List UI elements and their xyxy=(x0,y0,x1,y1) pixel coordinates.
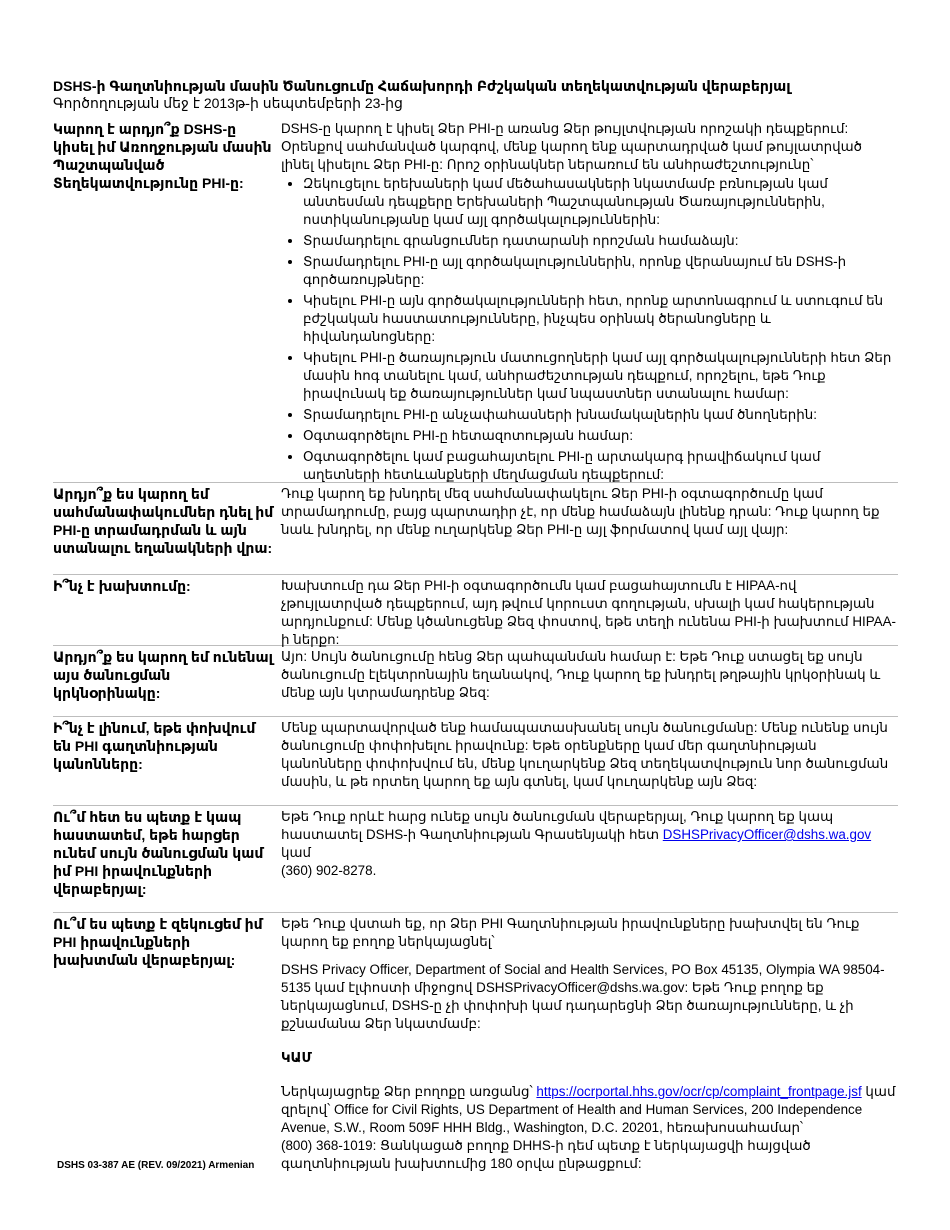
privacy-officer-email-link[interactable]: DSHSPrivacyOfficer@dshs.wa.gov xyxy=(662,827,872,842)
faq-row-breach xyxy=(53,575,898,646)
list-item: • Տրամադրելու PHI-ը անչափահասների խնամակալներին կամ ծնողներին: xyxy=(303,406,898,424)
answer-restrictions: Դուք կարող եք խնդրել մեզ սահմանափակելու Ձեր PHI-ի օգտագործումը կամ տրամադրումը, բայց պարտադիր չէ, որ մենք համաձայն լինենք դրան: Դուք կարող եք նաև խնդրել, որ մենք ուղարկենք Ձեր PHI-ը այլ ֆորմատով կամ այլ վայր: xyxy=(281,486,880,537)
report-online-text: Ներկայացրեք Ձեր բողոքը առցանց՝ xyxy=(281,1084,533,1099)
faq-row-copy xyxy=(53,646,898,717)
form-number-footer: DSHS 03-387 AE (REV. 09/2021) Armenian xyxy=(57,1160,255,1171)
faq-row-rule-changes xyxy=(53,717,898,806)
question-breach: Ի՞նչ է խախտումը: xyxy=(53,578,191,594)
faq-row-contact xyxy=(53,806,898,913)
list-item: • Տրամադրելու գրանցումներ դատարանի որոշման համաձայն: xyxy=(303,232,898,250)
report-dshs-address: DSHS Privacy Officer, Department of Social and Health Services, PO Box 45135, Olympia WA 98504-5135 կամ էլփոստի միջոցով DSHSPrivacyOfficer@dshs.wa.gov: Եթե Դուք բողոք եք ներկայացնում, DSHS-ը չի փոփոխի կամ դադարեցնի Ձեր ծառայությունները, և չի քշնամանա Ձեր նկատմամբ: xyxy=(281,962,885,1031)
faq-row-restrictions xyxy=(53,483,898,575)
answer-contact xyxy=(281,808,898,912)
report-ocr xyxy=(281,1083,898,1173)
effective-date: Գործողության մեջ է 2013թ-ի սեպտեմբերի 23-ից xyxy=(53,95,403,111)
question-share-phi: Կարող է արդյո՞ք DSHS-ը կիսել իմ Առողջության մասին Պաշտպանված Տեղեկատվությունը PHI-ը: xyxy=(53,121,272,191)
list-item: • Օգտագործելու կամ բացահայտելու PHI-ը արտակարգ իրավիճակում կամ աղետների հետևանքների մեղմացման դեպքերում: xyxy=(303,448,898,484)
question-contact: Ու՞մ հետ ես պետք է կապ հաստատեմ, եթե հարցեր ունեմ սույն ծանուցման կամ իմ PHI իրավունքների վերաբերյալ: xyxy=(53,809,264,897)
report-ocr-phone: (800) 368-1019: Ցանկացած բողոք DHHS-ի դեմ պետք է ներկայացվի հայցված գաղտնիության խախտումից 180 օրվա ընթացքում: xyxy=(281,1138,811,1171)
list-item: • Զեկուցելու երեխաների կամ մեծահասակների նկատմամբ բռնության կամ անտեսման դեպքերը Երեխաների Պաշտպանության Ծառայություններին, ոստիկանությանը կամ այլ գործակալություններին: xyxy=(303,175,898,229)
list-item: • Օգտագործելու PHI-ը հետազոտության համար: xyxy=(303,427,898,445)
question-restrictions: Արդյո՞ք ես կարող եմ սահմանափակումներ դնել իմ PHI-ը տրամադրման և այն ստանալու եղանակների վրա: xyxy=(53,486,274,556)
list-item: • Կիսելու PHI-ը այն գործակալությունների հետ, որոնք արտոնագրում և ստուգում են բժշկական հաստատությունները, ինչպես օրինակ ծերանոցները և հիվանդանոցները: xyxy=(303,292,898,346)
document-title: DSHS-ի Գաղտնիության մասին Ծանուցումը Հաճախորդի Բժշկական տեղեկատվության վերաբերյալ xyxy=(53,78,791,94)
faq-row-report xyxy=(53,913,898,1170)
contact-phone: (360) 902-8278. xyxy=(281,863,377,878)
question-copy: Արդյո՞ք ես կարող եմ ունենալ այս ծանուցման կրկնօրինակը: xyxy=(53,649,273,701)
contact-text: Եթե Դուք որևէ հարց ունեք սույն ծանուցման վերաբերյալ, Դուք կարող եք կապ հաստատել DSHS-ի Գաղտնիության Գրասենյակի հետ xyxy=(281,809,834,842)
or-separator: ԿԱՄ xyxy=(281,1050,312,1065)
faq-row-share-phi xyxy=(53,118,898,483)
answer-rule-changes: Մենք պարտավորված ենք համապատասխանել սույն ծանուցմանը: Մենք ունենք սույն ծանուցումը փոփոխելու իրավունք: Եթե օրենքները կամ մեր գաղտնիության կանոնները փոփոխվում են, մենք կուղարկենք Ձեզ տեղեկատվություն նոր ծանուցման մասին, և թե որտեղ կարող եք այն գտնել, կամ կուղարկենք այն Ձեզ: xyxy=(281,720,889,789)
list-item: • Տրամադրելու PHI-ը այլ գործակալություններին, որոնք վերանայում են DSHS-ի գործառույթները: xyxy=(303,253,898,289)
list-item: • Կիսելու PHI-ը ծառայություն մատուցողների կամ այլ գործակալությունների հետ Ձեր մասին հոգ տանելու կամ, անհրաժեշտության դեպքում, որոշելու, եթե Դուք իրավունակ եք ծառայություններ կամ նպաստներ ստանալու համար: xyxy=(303,349,898,403)
answer-report xyxy=(281,915,898,1170)
answer-breach: Խախտումը դա Ձեր PHI-ի օգտագործումն կամ բացահայտումն է HIPAA-ով չթույլատրված դեպքերում, այդ թվում կորուստ գողության, սխալի կամ հակերության արդյունքում: Մենք կծանուցենք Ձեզ փոստով, եթե տեղի ունենա PHI-ի խախտում HIPAA-ի ներքո: xyxy=(281,578,896,647)
share-phi-intro: DSHS-ը կարող է կիսել Ձեր PHI-ը առանց Ձեր թույլտվության որոշակի դեպքերում: Օրենքով սահմանված կարգով, մենք կարող ենք պարտադրված կամ թույլատրված լինել կիսելու Ձեր PHI-ը: Որոշ օրինակներ ներառում են անհրաժեշտությունը՝ xyxy=(281,121,862,172)
share-phi-examples-list xyxy=(281,175,898,484)
answer-share-phi xyxy=(281,120,898,482)
contact-or: կամ xyxy=(281,845,312,860)
question-report: Ու՞մ ես պետք է զեկուցեմ իմ PHI իրավունքների խախտման վերաբերյալ: xyxy=(53,916,263,968)
question-rule-changes: Ի՞նչ է լինում, եթե փոխվում են PHI գաղտնիության կանոնները: xyxy=(53,720,256,772)
notice-page xyxy=(53,78,898,1170)
ocr-portal-link[interactable]: https://ocrportal.hhs.gov/ocr/cp/complaint_frontpage.jsf xyxy=(536,1084,862,1099)
report-ocr-address: կամ զրելով՝ Office for Civil Rights, US Department of Health and Human Services, 200 Independence Avenue, S.W., Room 509F HHH Bldg., Washington, D.C. 20201, հեռախոսահամար՝ xyxy=(281,1084,896,1135)
answer-copy: Այո: Սույն ծանուցումը հենց Ձեր պահպանման համար է: Եթե Դուք ստացել եք սույն ծանուցումը էլեկտրոնային եղանակով, Դուք կարող եք խնդրել թղթային կրկօրինակ և մենք այն կտրամադրենք Ձեզ: xyxy=(281,649,881,700)
report-intro: Եթե Դուք վստահ եք, որ Ձեր PHI Գաղտնիության իրավունքները խախտվել են Դուք կարող եք բողոք ներկայացնել՝ xyxy=(281,916,860,949)
